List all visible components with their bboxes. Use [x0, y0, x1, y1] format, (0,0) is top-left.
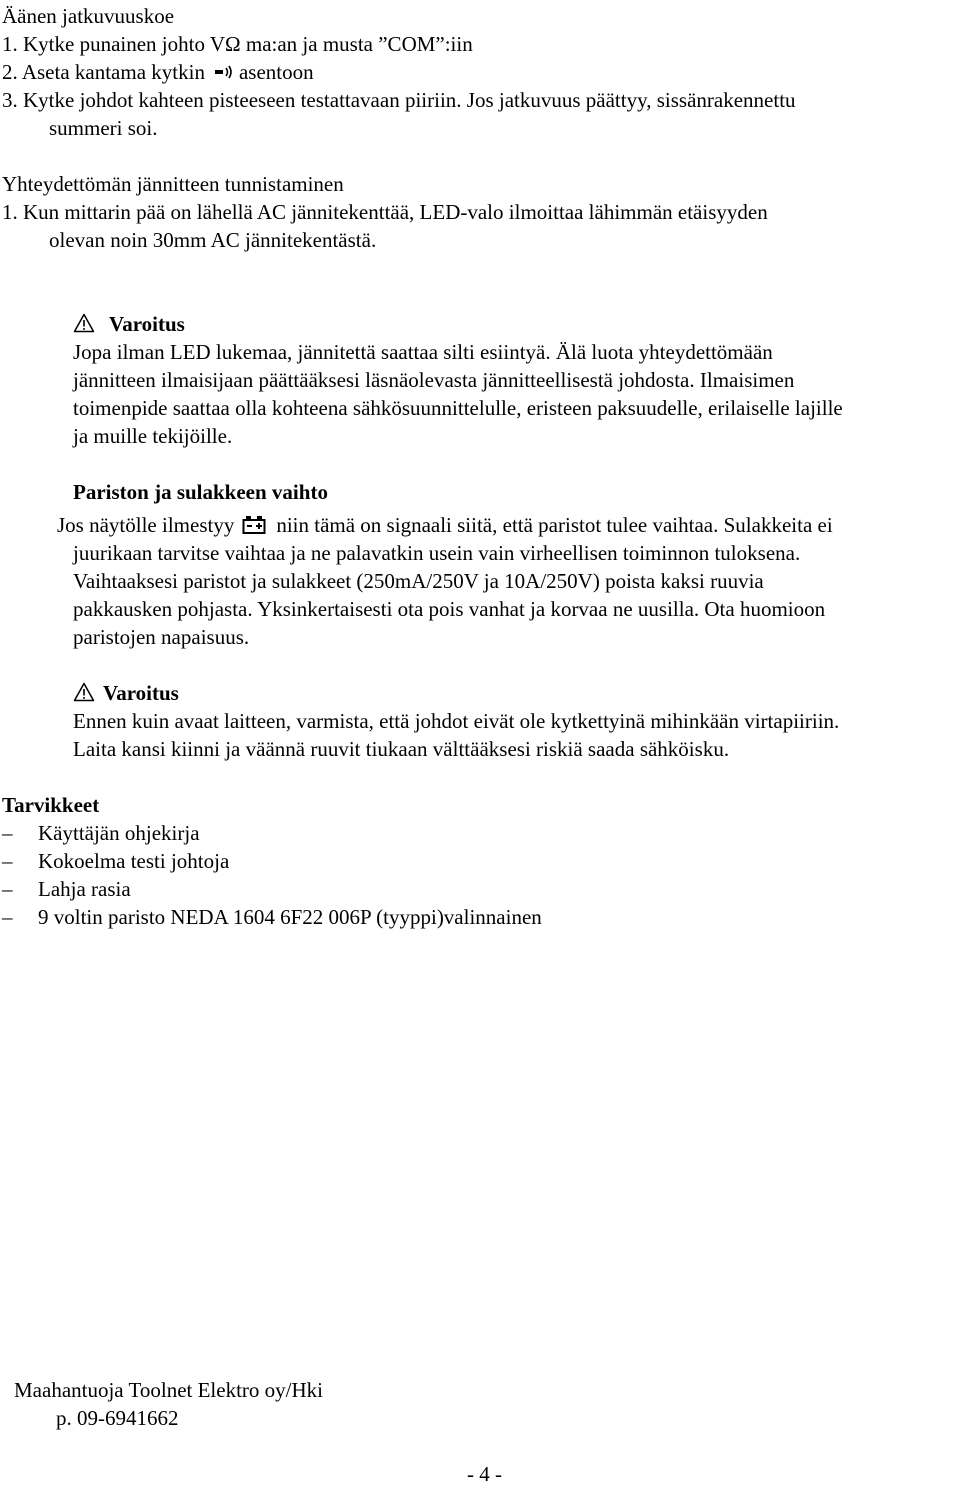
- buzzer-icon: [215, 59, 237, 87]
- warning-2-line-2: Laita kansi kiinni ja väännä ruuvit tiukaan välttääksesi riskiä saada sähköisku.: [73, 737, 730, 761]
- warning-1-heading: [73, 310, 185, 340]
- warning-1-line-4: ja muille tekijöille.: [73, 424, 233, 448]
- warning-2-heading: [73, 679, 179, 709]
- warning-triangle-icon: [73, 681, 95, 709]
- battery-line-2: juurikaan tarvitse vaihtaa ja ne palavatkin usein vain virheellisen toiminnon tuloksena.: [73, 541, 801, 565]
- battery-icon: [242, 514, 266, 542]
- warning-triangle-icon: [73, 312, 95, 340]
- list-item-label: 9 voltin paristo NEDA 1604 6F22 006P (tyyppi)valinnainen: [38, 905, 542, 929]
- warning-2-line-1: Ennen kuin avaat laitteen, varmista, että johdot eivät ole kytkettyinä mihinkään virtapiiriin.: [73, 709, 840, 733]
- battery-line-1-text-b: niin tämä on signaali siitä, että paristot tulee vaihtaa. Sulakkeita ei: [276, 513, 833, 537]
- battery-line-3: Vaihtaaksesi paristot ja sulakkeet (250mA/250V ja 10A/250V) poista kaksi ruuvia: [73, 569, 764, 593]
- list-dash: –: [2, 877, 13, 901]
- voltage-detection-title: Yhteydettömän jännitteen tunnistaminen: [2, 172, 344, 196]
- list-item-label: Lahja rasia: [38, 877, 131, 901]
- continuity-step-2-text-a: 2. Aseta kantama kytkin: [2, 60, 205, 84]
- footer-importer: Maahantuoja Toolnet Elektro oy/Hki: [14, 1378, 323, 1402]
- voltage-detection-step-1-line-1: 1. Kun mittarin pää on lähellä AC jännitekenttää, LED-valo ilmoittaa lähimmän etäisyyden: [2, 200, 768, 224]
- warning-1-line-3: toimenpide saattaa olla kohteena sähkösuunnittelulle, eristeen paksuudelle, erilaiselle lajille: [73, 396, 843, 420]
- voltage-detection-step-1-line-2: olevan noin 30mm AC jännitekentästä.: [49, 228, 377, 252]
- battery-section-title: Pariston ja sulakkeen vaihto: [73, 480, 328, 504]
- page-number: - 4 -: [467, 1462, 502, 1486]
- battery-line-1-text-a: Jos näytölle ilmestyy: [57, 513, 235, 537]
- footer-phone: p. 09-6941662: [56, 1406, 179, 1430]
- warning-1-line-1: Jopa ilman LED lukemaa, jännitettä saattaa silti esiintyä. Älä luota yhteydettömään: [73, 340, 773, 364]
- accessories-title: Tarvikkeet: [2, 793, 100, 817]
- battery-line-5: paristojen napaisuus.: [73, 625, 250, 649]
- warning-1-title: Varoitus: [109, 312, 185, 336]
- continuity-step-2-text-b: asentoon: [238, 60, 314, 84]
- warning-2-title: Varoitus: [103, 681, 179, 705]
- list-item-label: Kokoelma testi johtoja: [38, 849, 230, 873]
- list-dash: –: [2, 905, 13, 929]
- list-dash: –: [2, 821, 13, 845]
- battery-line-4: pakkausken pohjasta. Yksinkertaisesti ota pois vanhat ja korvaa ne uusilla. Ota huomioon: [73, 597, 826, 621]
- list-dash: –: [2, 849, 13, 873]
- list-item-label: Käyttäjän ohjekirja: [38, 821, 200, 845]
- continuity-step-3-line-2: summeri soi.: [49, 116, 158, 140]
- continuity-step-1: 1. Kytke punainen johto VΩ ma:an ja musta ”COM”:iin: [2, 32, 473, 56]
- continuity-step-2: [2, 58, 314, 87]
- battery-line-1: [57, 511, 833, 542]
- continuity-step-3-line-1: 3. Kytke johdot kahteen pisteeseen testattavaan piiriin. Jos jatkuvuus päättyy, sissänrakennettu: [2, 88, 796, 112]
- warning-1-line-2: jännitteen ilmaisijaan päättääksesi läsnäolevasta jännitteellisestä johdosta. Ilmaisimen: [73, 368, 795, 392]
- continuity-title: Äänen jatkuvuuskoe: [2, 4, 175, 28]
